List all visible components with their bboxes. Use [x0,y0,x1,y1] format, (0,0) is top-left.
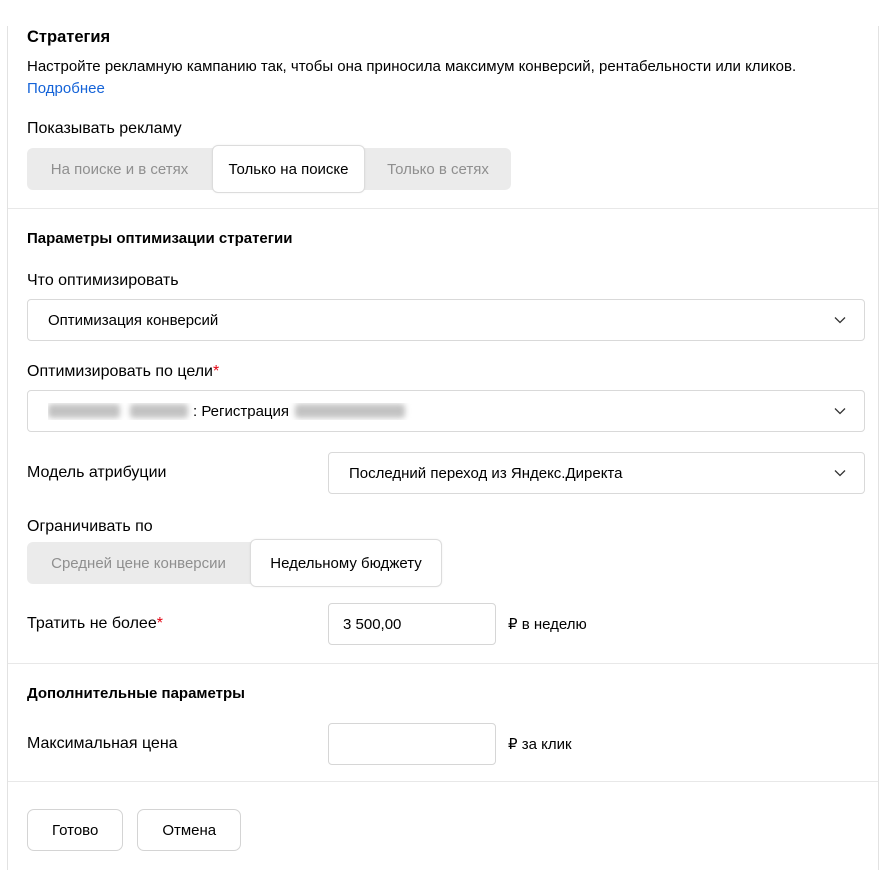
chevron-down-icon [832,403,848,419]
footer-actions [8,809,878,863]
limit-segmented-control [27,542,442,584]
placement-segmented-control [27,148,511,190]
max-price-input[interactable] [328,723,496,765]
spend-limit-label [27,615,328,633]
optimize-by-goal-label [27,361,865,382]
what-to-optimize-label: Что оптимизировать [27,272,179,289]
redacted-counter-id [48,404,120,418]
goal-select-value [48,403,822,420]
attribution-value: Последний переход из Яндекс.Директа [349,464,623,482]
divider [8,208,878,209]
segment-label: Недельному бюджету [270,554,422,572]
weekly-budget-suffix: ₽ в неделю [508,616,587,633]
required-asterisk: * [213,363,220,380]
attribution-label: Модель атрибуции [27,464,167,481]
segment-label: Только в сетях [387,160,489,178]
required-asterisk: * [156,615,163,632]
done-button[interactable]: Готово [27,809,123,851]
max-price-row [27,723,865,765]
goal-select[interactable] [27,390,865,432]
segment-label: Только на поиске [228,160,349,178]
chevron-down-icon [832,312,848,328]
divider [8,781,878,782]
optimize-by-goal-label-text: Оптимизировать по цели [27,363,213,380]
strategy-settings-panel [7,26,879,870]
segment-weekly-budget[interactable] [250,539,442,587]
weekly-budget-input[interactable] [328,603,496,645]
redacted-goal-name [295,404,405,418]
divider [8,663,878,664]
attribution-select[interactable] [328,452,865,494]
optimization-section-title: Параметры оптимизации стратегии [27,230,293,247]
what-to-optimize-value: Оптимизация конверсий [48,311,219,329]
goal-visible-text: : Регистрация [193,402,290,420]
spend-limit-row [27,603,865,645]
details-link[interactable]: Подробнее [27,80,105,97]
segment-search-only[interactable] [212,145,365,193]
strategy-description: Настройте рекламную кампанию так, чтобы она приносила максимум конверсий, рентабельности или кликов. [27,58,797,75]
spend-limit-label-text: Тратить не более [27,615,157,632]
segment-search-and-networks[interactable] [27,148,212,190]
segment-avg-conversion-price[interactable] [27,542,250,584]
additional-section-title: Дополнительные параметры [27,685,245,702]
attribution-row [27,452,865,494]
segment-networks-only[interactable] [365,148,511,190]
page-title: Стратегия [27,28,111,46]
cancel-button[interactable]: Отмена [137,809,241,851]
limit-by-label: Ограничивать по [27,518,153,535]
max-price-suffix: ₽ за клик [508,736,572,753]
redacted-counter-name [130,404,188,418]
strategy-intro-section [8,26,878,208]
what-to-optimize-select[interactable] [27,299,865,341]
max-price-label: Максимальная цена [27,735,178,752]
optimization-section [8,229,878,663]
segment-label: Средней цене конверсии [51,554,226,572]
placement-label: Показывать рекламу [27,120,182,137]
additional-section [8,684,878,781]
segment-label: На поиске и в сетях [50,160,189,178]
chevron-down-icon [832,465,848,481]
